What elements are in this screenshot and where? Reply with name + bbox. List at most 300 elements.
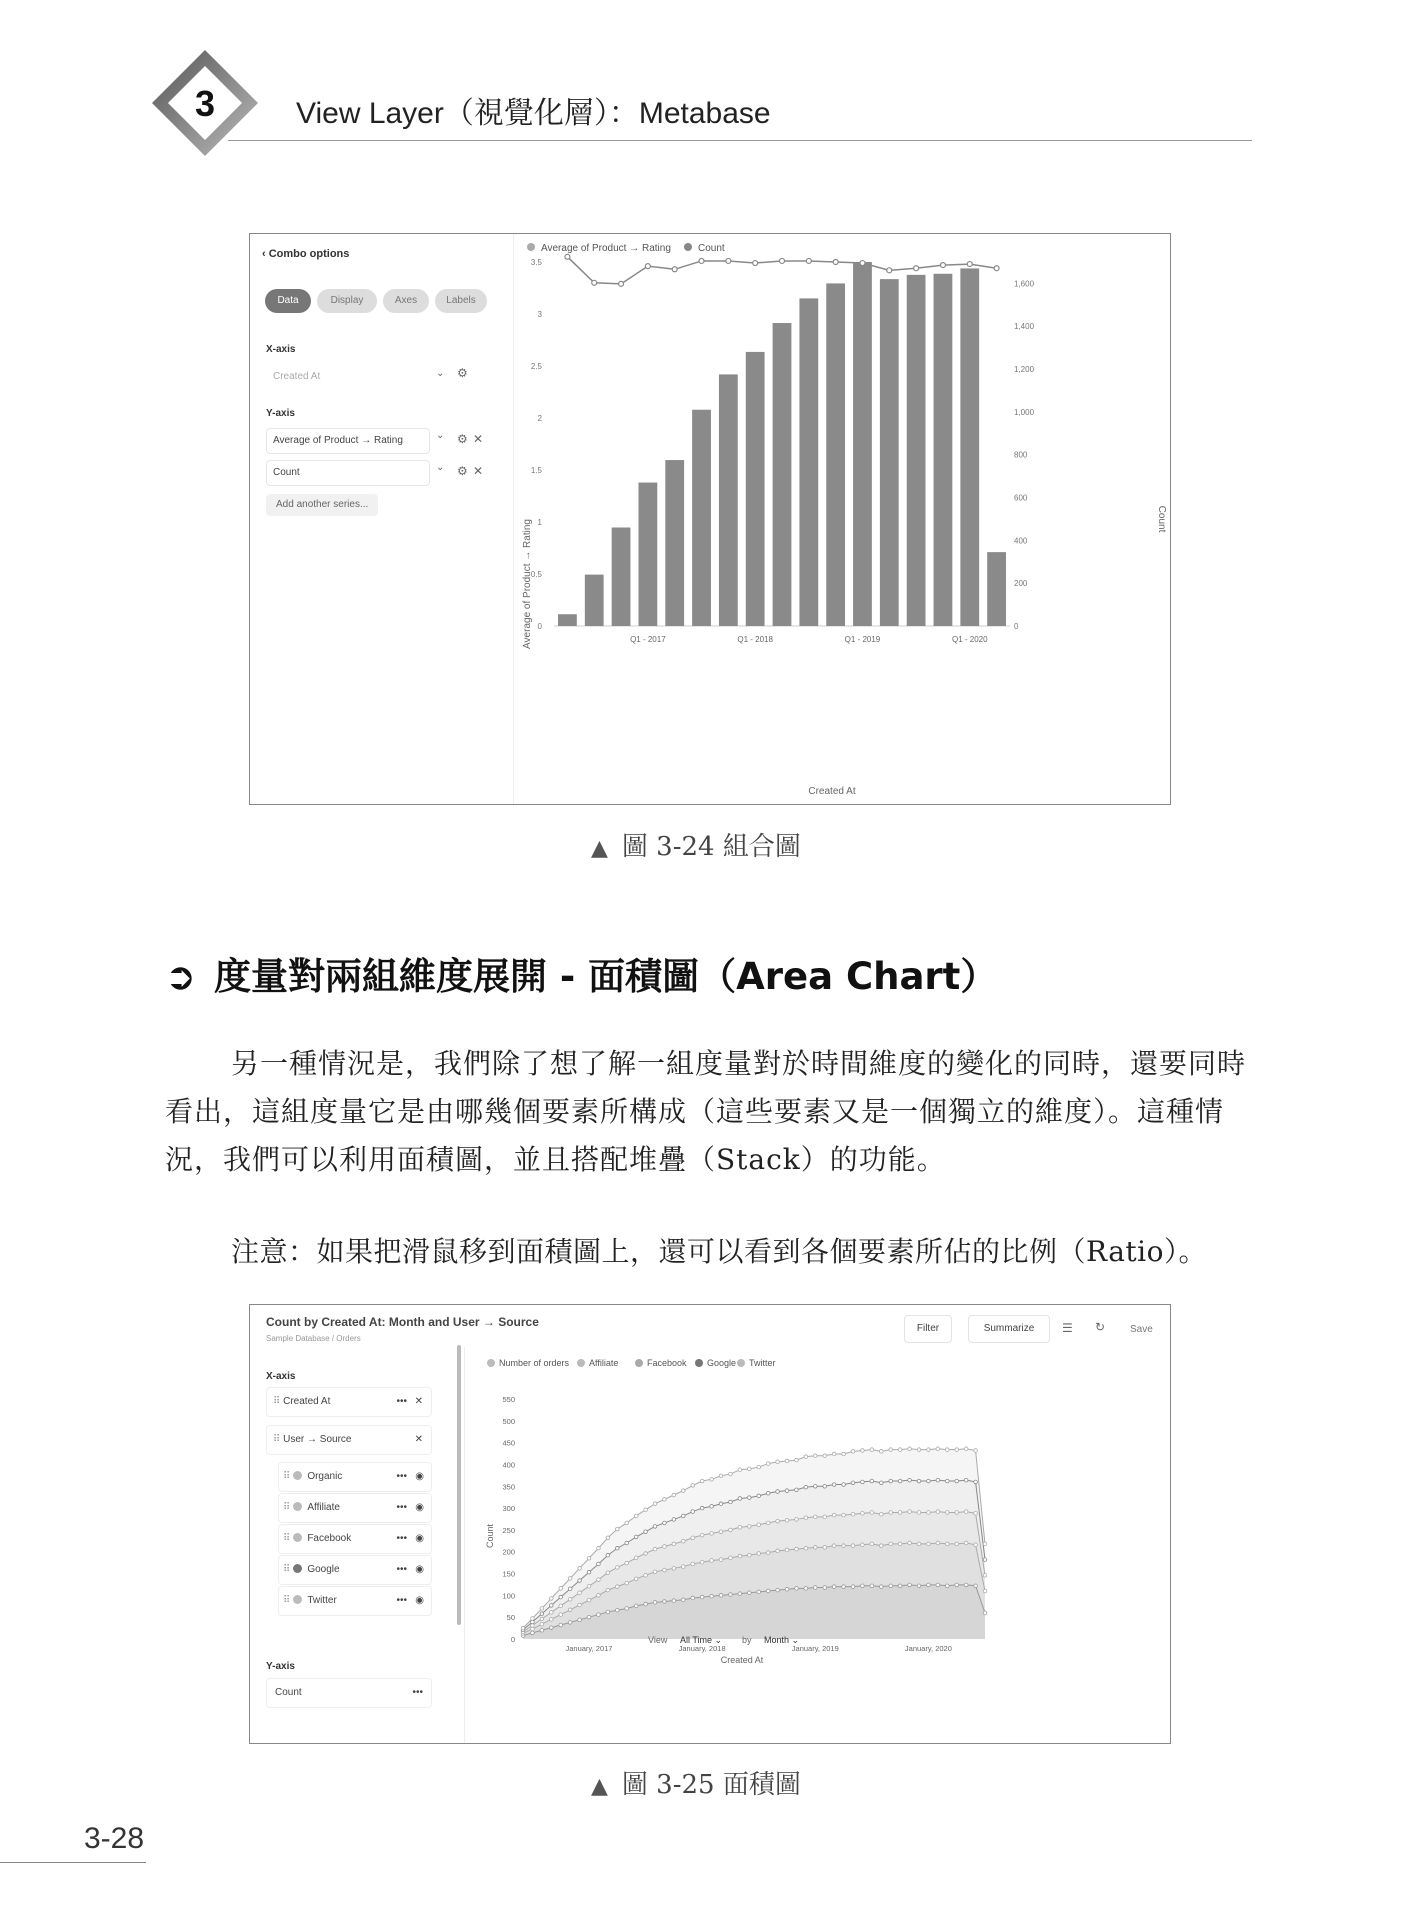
eye-icon[interactable]: ◉ (415, 1564, 424, 1575)
count-bar[interactable] (665, 460, 684, 626)
area-point[interactable] (832, 1483, 836, 1487)
area-point[interactable] (615, 1527, 619, 1531)
count-bar[interactable] (638, 483, 657, 626)
area-point[interactable] (908, 1583, 912, 1587)
area-point[interactable] (842, 1452, 846, 1456)
area-point[interactable] (870, 1584, 874, 1588)
drag-handle-icon[interactable]: ⠿ (273, 1434, 281, 1445)
area-point[interactable] (738, 1468, 742, 1472)
legend-label[interactable]: Count (698, 243, 725, 254)
area-point[interactable] (861, 1543, 865, 1547)
eye-icon[interactable]: ◉ (415, 1533, 424, 1544)
x-axis-select[interactable]: Created At (273, 371, 321, 382)
area-point[interactable] (521, 1626, 525, 1630)
area-point[interactable] (644, 1602, 648, 1606)
area-point[interactable] (729, 1556, 733, 1560)
area-point[interactable] (917, 1511, 921, 1515)
area-point[interactable] (936, 1541, 940, 1545)
more-icon[interactable]: ••• (396, 1502, 407, 1513)
area-point[interactable] (898, 1511, 902, 1515)
source-row[interactable] (278, 1586, 432, 1616)
area-point[interactable] (653, 1547, 657, 1551)
area-point[interactable] (813, 1515, 817, 1519)
area-point[interactable] (898, 1448, 902, 1452)
gear-icon[interactable]: ⚙ (457, 366, 468, 380)
area-point[interactable] (710, 1594, 714, 1598)
area-point[interactable] (644, 1552, 648, 1556)
filter-button[interactable]: Filter (904, 1315, 952, 1343)
area-point[interactable] (663, 1545, 667, 1549)
back-button[interactable] (262, 248, 349, 260)
rating-point[interactable] (753, 261, 758, 266)
area-point[interactable] (672, 1599, 676, 1603)
count-bar[interactable] (799, 298, 818, 626)
area-point[interactable] (851, 1481, 855, 1485)
area-point[interactable] (587, 1598, 591, 1602)
area-point[interactable] (597, 1594, 601, 1598)
area-point[interactable] (559, 1623, 563, 1627)
chevron-down-icon[interactable]: ⌄ (436, 430, 445, 441)
area-point[interactable] (559, 1595, 563, 1599)
area-point[interactable] (653, 1601, 657, 1605)
chevron-down-icon[interactable]: ⌄ (436, 462, 445, 473)
area-point[interactable] (719, 1474, 723, 1478)
rating-point[interactable] (833, 260, 838, 265)
area-point[interactable] (681, 1489, 685, 1493)
area-point[interactable] (983, 1611, 987, 1615)
area-point[interactable] (587, 1584, 591, 1588)
area-point[interactable] (804, 1587, 808, 1591)
more-icon[interactable]: ••• (396, 1533, 407, 1544)
rating-point[interactable] (967, 262, 972, 267)
area-point[interactable] (691, 1510, 695, 1514)
area-point[interactable] (908, 1541, 912, 1545)
area-point[interactable] (983, 1573, 987, 1577)
x-field-row[interactable] (266, 1425, 432, 1455)
area-point[interactable] (757, 1590, 761, 1594)
source-row[interactable] (278, 1524, 432, 1554)
area-point[interactable] (785, 1489, 789, 1493)
area-point[interactable] (842, 1513, 846, 1517)
area-point[interactable] (974, 1512, 978, 1516)
area-point[interactable] (663, 1568, 667, 1572)
area-point[interactable] (927, 1583, 931, 1587)
count-bar[interactable] (692, 410, 711, 626)
area-point[interactable] (578, 1591, 582, 1595)
area-point[interactable] (672, 1567, 676, 1571)
area-point[interactable] (832, 1544, 836, 1548)
area-point[interactable] (587, 1556, 591, 1560)
area-point[interactable] (955, 1479, 959, 1483)
area-point[interactable] (955, 1511, 959, 1515)
count-bar[interactable] (934, 274, 953, 626)
count-bar[interactable] (987, 552, 1006, 626)
color-swatch-icon[interactable] (293, 1471, 302, 1480)
area-point[interactable] (606, 1588, 610, 1592)
area-point[interactable] (955, 1448, 959, 1452)
rating-point[interactable] (699, 258, 704, 263)
area-point[interactable] (795, 1458, 799, 1462)
area-point[interactable] (795, 1587, 799, 1591)
area-point[interactable] (549, 1611, 553, 1615)
drag-handle-icon[interactable]: ⠿ (283, 1502, 291, 1513)
area-point[interactable] (663, 1600, 667, 1604)
count-bar[interactable] (826, 283, 845, 626)
count-bar[interactable] (585, 575, 604, 626)
area-point[interactable] (813, 1454, 817, 1458)
area-point[interactable] (615, 1546, 619, 1550)
gear-icon[interactable]: ⚙ (457, 432, 468, 446)
gear-icon[interactable]: ⚙ (457, 464, 468, 478)
area-point[interactable] (983, 1542, 987, 1546)
area-point[interactable] (879, 1544, 883, 1548)
area-point[interactable] (578, 1603, 582, 1607)
area-point[interactable] (776, 1519, 780, 1523)
area-point[interactable] (672, 1518, 676, 1522)
area-point[interactable] (559, 1587, 563, 1591)
area-point[interactable] (870, 1479, 874, 1483)
tab-display[interactable]: Display (317, 289, 377, 313)
area-point[interactable] (700, 1506, 704, 1510)
area-point[interactable] (644, 1530, 648, 1534)
area-point[interactable] (785, 1548, 789, 1552)
area-point[interactable] (634, 1535, 638, 1539)
area-point[interactable] (531, 1627, 535, 1631)
tab-labels[interactable]: Labels (435, 289, 487, 313)
list-icon[interactable]: ☰ (1062, 1321, 1073, 1335)
area-point[interactable] (945, 1479, 949, 1483)
area-point[interactable] (861, 1480, 865, 1484)
area-point[interactable] (823, 1515, 827, 1519)
area-point[interactable] (719, 1594, 723, 1598)
area-point[interactable] (766, 1521, 770, 1525)
area-point[interactable] (898, 1542, 902, 1546)
area-point[interactable] (700, 1533, 704, 1537)
area-point[interactable] (700, 1479, 704, 1483)
area-point[interactable] (974, 1584, 978, 1588)
area-point[interactable] (587, 1615, 591, 1619)
area-point[interactable] (785, 1459, 789, 1463)
area-point[interactable] (559, 1604, 563, 1608)
area-point[interactable] (927, 1448, 931, 1452)
area-point[interactable] (983, 1589, 987, 1593)
area-point[interactable] (644, 1508, 648, 1512)
area-point[interactable] (766, 1462, 770, 1466)
rating-point[interactable] (619, 281, 624, 286)
area-point[interactable] (813, 1484, 817, 1488)
area-point[interactable] (908, 1510, 912, 1514)
area-point[interactable] (738, 1497, 742, 1501)
area-point[interactable] (870, 1511, 874, 1515)
count-bar[interactable] (719, 374, 738, 626)
area-point[interactable] (879, 1481, 883, 1485)
area-point[interactable] (597, 1546, 601, 1550)
color-swatch-icon[interactable] (293, 1564, 302, 1573)
eye-icon[interactable]: ◉ (415, 1595, 424, 1606)
view-range-select[interactable] (680, 1635, 722, 1646)
area-point[interactable] (700, 1595, 704, 1599)
area-point[interactable] (634, 1514, 638, 1518)
tab-data[interactable]: Data (265, 289, 311, 313)
rating-point[interactable] (887, 268, 892, 273)
area-point[interactable] (889, 1542, 893, 1546)
area-point[interactable] (851, 1450, 855, 1454)
area-point[interactable] (747, 1591, 751, 1595)
area-point[interactable] (634, 1577, 638, 1581)
x-field-row[interactable] (266, 1387, 432, 1417)
area-point[interactable] (700, 1560, 704, 1564)
y-field-row[interactable] (266, 1678, 432, 1708)
more-icon[interactable]: ••• (396, 1471, 407, 1482)
count-bar[interactable] (907, 275, 926, 626)
area-point[interactable] (568, 1597, 572, 1601)
close-icon[interactable]: ✕ (473, 432, 484, 446)
area-point[interactable] (927, 1479, 931, 1483)
area-point[interactable] (663, 1498, 667, 1502)
area-point[interactable] (672, 1493, 676, 1497)
eye-icon[interactable]: ◉ (415, 1502, 424, 1513)
area-point[interactable] (757, 1552, 761, 1556)
drag-handle-icon[interactable]: ⠿ (283, 1564, 291, 1575)
area-point[interactable] (625, 1541, 629, 1545)
area-point[interactable] (625, 1521, 629, 1525)
area-point[interactable] (681, 1598, 685, 1602)
area-point[interactable] (870, 1448, 874, 1452)
area-point[interactable] (663, 1521, 667, 1525)
drag-handle-icon[interactable]: ⠿ (283, 1595, 291, 1606)
area-point[interactable] (917, 1479, 921, 1483)
area-point[interactable] (681, 1539, 685, 1543)
area-point[interactable] (766, 1491, 770, 1495)
area-point[interactable] (729, 1593, 733, 1597)
area-point[interactable] (540, 1617, 544, 1621)
count-bar[interactable] (853, 262, 872, 626)
area-point[interactable] (578, 1618, 582, 1622)
area-point[interactable] (861, 1449, 865, 1453)
area-point[interactable] (823, 1546, 827, 1550)
add-series-button[interactable]: Add another series... (266, 494, 378, 516)
area-point[interactable] (559, 1613, 563, 1617)
area-point[interactable] (974, 1543, 978, 1547)
area-point[interactable] (710, 1532, 714, 1536)
eye-icon[interactable]: ◉ (415, 1471, 424, 1482)
tab-axes[interactable]: Axes (383, 289, 429, 313)
legend-label[interactable]: Affiliate (589, 1358, 619, 1368)
area-point[interactable] (747, 1496, 751, 1500)
count-bar[interactable] (746, 352, 765, 626)
area-point[interactable] (747, 1467, 751, 1471)
area-point[interactable] (738, 1592, 742, 1596)
area-point[interactable] (776, 1549, 780, 1553)
area-point[interactable] (955, 1583, 959, 1587)
area-point[interactable] (945, 1511, 949, 1515)
area-point[interactable] (729, 1528, 733, 1532)
area-point[interactable] (823, 1586, 827, 1590)
area-point[interactable] (710, 1477, 714, 1481)
area-point[interactable] (568, 1621, 572, 1625)
area-point[interactable] (842, 1483, 846, 1487)
legend-label[interactable]: Number of orders (499, 1358, 570, 1368)
area-point[interactable] (917, 1448, 921, 1452)
area-point[interactable] (766, 1551, 770, 1555)
area-point[interactable] (945, 1448, 949, 1452)
source-row[interactable] (278, 1555, 432, 1585)
source-row[interactable] (278, 1462, 432, 1492)
area-point[interactable] (681, 1565, 685, 1569)
area-point[interactable] (776, 1460, 780, 1464)
source-row[interactable] (278, 1493, 432, 1523)
area-point[interactable] (776, 1588, 780, 1592)
rating-point[interactable] (780, 258, 785, 263)
save-button[interactable]: Save (1130, 1324, 1153, 1335)
area-point[interactable] (625, 1607, 629, 1611)
rating-point[interactable] (672, 267, 677, 272)
area-point[interactable] (653, 1570, 657, 1574)
area-point[interactable] (804, 1546, 808, 1550)
area-point[interactable] (540, 1622, 544, 1626)
count-bar[interactable] (612, 528, 631, 626)
area-point[interactable] (908, 1447, 912, 1451)
area-point[interactable] (578, 1567, 582, 1571)
area-point[interactable] (823, 1454, 827, 1458)
area-point[interactable] (597, 1613, 601, 1617)
area-point[interactable] (531, 1624, 535, 1628)
area-point[interactable] (861, 1584, 865, 1588)
area-point[interactable] (964, 1583, 968, 1587)
rating-point[interactable] (860, 261, 865, 266)
more-icon[interactable]: ••• (412, 1687, 423, 1698)
area-point[interactable] (710, 1559, 714, 1563)
area-point[interactable] (549, 1604, 553, 1608)
area-point[interactable] (804, 1516, 808, 1520)
legend-label[interactable]: Twitter (749, 1358, 776, 1368)
granularity-select[interactable] (764, 1635, 799, 1646)
rating-point[interactable] (592, 280, 597, 285)
area-point[interactable] (691, 1536, 695, 1540)
panel-scrollbar[interactable] (457, 1345, 461, 1625)
area-point[interactable] (851, 1585, 855, 1589)
area-point[interactable] (832, 1513, 836, 1517)
area-point[interactable] (540, 1612, 544, 1616)
close-icon[interactable]: ✕ (473, 464, 484, 478)
area-point[interactable] (842, 1585, 846, 1589)
area-point[interactable] (964, 1510, 968, 1514)
area-point[interactable] (936, 1478, 940, 1482)
drag-handle-icon[interactable]: ⠿ (273, 1396, 281, 1407)
area-point[interactable] (672, 1542, 676, 1546)
area-point[interactable] (549, 1618, 553, 1622)
area-point[interactable] (540, 1628, 544, 1632)
count-bar[interactable] (773, 323, 792, 626)
area-point[interactable] (879, 1450, 883, 1454)
rating-point[interactable] (914, 266, 919, 271)
area-point[interactable] (719, 1530, 723, 1534)
area-point[interactable] (917, 1542, 921, 1546)
area-point[interactable] (738, 1554, 742, 1558)
area-point[interactable] (549, 1597, 553, 1601)
area-point[interactable] (691, 1484, 695, 1488)
color-swatch-icon[interactable] (293, 1502, 302, 1511)
area-point[interactable] (738, 1525, 742, 1529)
color-swatch-icon[interactable] (293, 1595, 302, 1604)
area-point[interactable] (870, 1542, 874, 1546)
area-point[interactable] (795, 1518, 799, 1522)
area-point[interactable] (785, 1519, 789, 1523)
chevron-down-icon[interactable]: ⌄ (436, 368, 445, 379)
area-point[interactable] (597, 1562, 601, 1566)
area-point[interactable] (955, 1542, 959, 1546)
area-point[interactable] (898, 1479, 902, 1483)
legend-label[interactable]: Google (707, 1358, 737, 1368)
area-point[interactable] (917, 1584, 921, 1588)
area-point[interactable] (747, 1525, 751, 1529)
area-point[interactable] (832, 1585, 836, 1589)
area-point[interactable] (587, 1570, 591, 1574)
y-series-select[interactable]: Average of Product → Rating (266, 428, 430, 454)
count-bar[interactable] (880, 279, 899, 626)
count-bar[interactable] (558, 614, 577, 626)
area-point[interactable] (719, 1558, 723, 1562)
area-point[interactable] (766, 1589, 770, 1593)
legend-label[interactable]: Average of Product → Rating (541, 243, 671, 254)
area-point[interactable] (644, 1573, 648, 1577)
rating-point[interactable] (565, 254, 570, 259)
area-point[interactable] (615, 1608, 619, 1612)
area-point[interactable] (795, 1547, 799, 1551)
area-point[interactable] (568, 1587, 572, 1591)
area-point[interactable] (757, 1494, 761, 1498)
area-point[interactable] (719, 1502, 723, 1506)
rating-point[interactable] (994, 266, 999, 271)
color-swatch-icon[interactable] (293, 1533, 302, 1542)
summarize-button[interactable]: Summarize (968, 1315, 1050, 1343)
rating-point[interactable] (806, 258, 811, 263)
area-point[interactable] (615, 1585, 619, 1589)
area-point[interactable] (823, 1484, 827, 1488)
area-point[interactable] (785, 1587, 789, 1591)
drag-handle-icon[interactable]: ⠿ (283, 1471, 291, 1482)
area-point[interactable] (898, 1584, 902, 1588)
area-point[interactable] (691, 1562, 695, 1566)
area-point[interactable] (606, 1536, 610, 1540)
area-point[interactable] (531, 1631, 535, 1635)
drag-handle-icon[interactable]: ⠿ (283, 1533, 291, 1544)
y-series-select[interactable]: Count (266, 460, 430, 486)
area-point[interactable] (634, 1556, 638, 1560)
area-point[interactable] (531, 1617, 535, 1621)
area-point[interactable] (983, 1558, 987, 1562)
area-point[interactable] (974, 1449, 978, 1453)
area-point[interactable] (908, 1478, 912, 1482)
area-point[interactable] (710, 1505, 714, 1509)
area-point[interactable] (747, 1553, 751, 1557)
area-point[interactable] (729, 1500, 733, 1504)
area-point[interactable] (889, 1448, 893, 1452)
area-point[interactable] (549, 1626, 553, 1630)
area-point[interactable] (804, 1485, 808, 1489)
more-icon[interactable]: ••• (396, 1396, 407, 1407)
area-point[interactable] (776, 1490, 780, 1494)
area-point[interactable] (974, 1480, 978, 1484)
more-icon[interactable]: ••• (396, 1595, 407, 1606)
close-icon[interactable]: ✕ (414, 1434, 423, 1445)
area-point[interactable] (964, 1541, 968, 1545)
refresh-icon[interactable]: ↻ (1095, 1320, 1106, 1334)
legend-label[interactable]: Facebook (647, 1358, 687, 1368)
area-point[interactable] (615, 1566, 619, 1570)
area-point[interactable] (851, 1544, 855, 1548)
more-icon[interactable]: ••• (396, 1564, 407, 1575)
